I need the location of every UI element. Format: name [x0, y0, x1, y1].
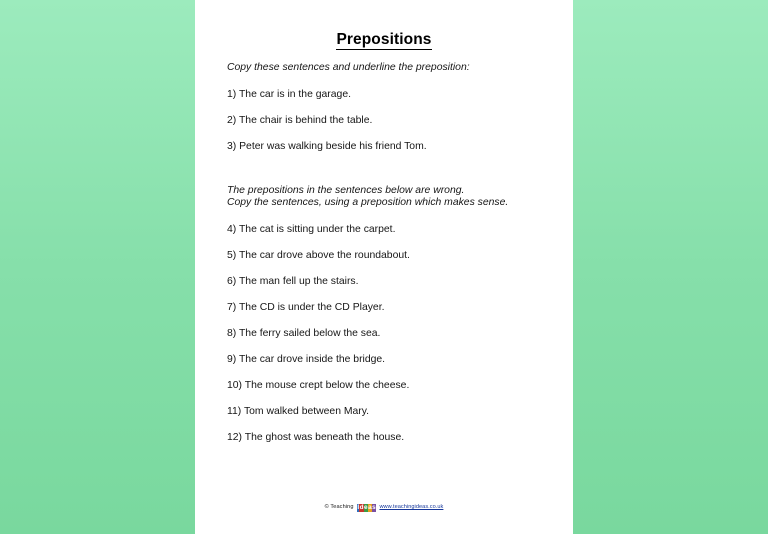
logo-letter: e	[364, 504, 368, 511]
page-footer	[195, 504, 573, 512]
logo-letter: I	[357, 504, 360, 511]
sentence-item: 9) The car drove inside the bridge.	[227, 353, 386, 365]
sentence-item: 10) The mouse crept below the cheese.	[227, 379, 410, 391]
logo-letter: d	[359, 504, 364, 511]
sentence-item: 6) The man fell up the stairs.	[227, 275, 359, 287]
page-title	[195, 31, 573, 49]
instruction-line-2: Copy the sentences, using a preposition which makes sense.	[227, 197, 509, 209]
sentence-item: 2) The chair is behind the table.	[227, 114, 373, 126]
section-spacer	[227, 167, 545, 185]
sentence-item: 3) Peter was walking beside his friend Tom.	[227, 140, 427, 152]
logo-letter: s	[372, 504, 376, 511]
sentence-item: 8) The ferry sailed below the sea.	[227, 327, 381, 339]
worksheet-body	[227, 62, 545, 444]
page-title-text: Prepositions	[336, 31, 432, 48]
worksheet-page-inner	[195, 0, 573, 534]
instruction-section-2	[227, 185, 545, 210]
worksheet-page	[195, 0, 573, 534]
sentence-item: 4) The cat is sitting under the carpet.	[227, 223, 396, 235]
sentence-item: 12) The ghost was beneath the house.	[227, 431, 405, 443]
teaching-ideas-logo	[357, 504, 376, 512]
sentence-item: 7) The CD is under the CD Player.	[227, 301, 385, 313]
copyright-text: © Teaching	[324, 504, 354, 511]
sentence-item: 11) Tom walked between Mary.	[227, 405, 370, 417]
sentence-item: 1) The car is in the garage.	[227, 88, 351, 100]
sentence-item: 5) The car drove above the roundabout.	[227, 249, 410, 261]
instruction-line-1: The prepositions in the sentences below are wrong.	[227, 184, 465, 196]
footer-website-link[interactable]: www.teachingideas.co.uk	[379, 504, 444, 511]
logo-letter: a	[368, 504, 372, 511]
instruction-section-1: Copy these sentences and underline the preposition:	[227, 62, 470, 73]
